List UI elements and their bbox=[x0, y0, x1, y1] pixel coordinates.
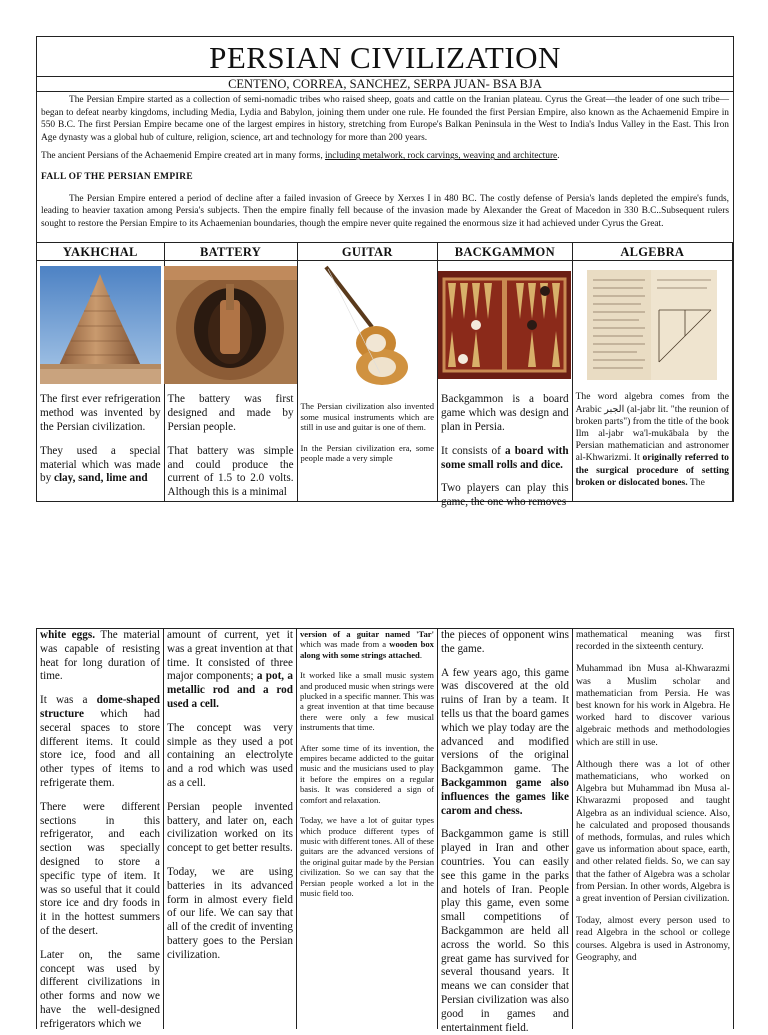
yakhchal-text-bottom bbox=[37, 629, 163, 1032]
page bbox=[36, 36, 734, 509]
column-header-battery: BATTERY bbox=[165, 242, 297, 261]
guitar-text: . bbox=[419, 649, 422, 660]
algebra-text-bottom bbox=[573, 629, 733, 964]
inventions-grid-top bbox=[37, 242, 733, 509]
guitar-text-bottom bbox=[297, 629, 437, 898]
column-header-guitar: GUITAR bbox=[298, 242, 438, 261]
guitar-paragraph: Today, we have a lot of guitar types which produce different types of music with different tones. All of these guitars are the advanced versions of the original guitar made by the Persian civilization. So we can say that the Persian people worked a lot in the music field too. bbox=[300, 815, 434, 898]
intro-paragraph-2 bbox=[41, 150, 729, 163]
page-title: PERSIAN CIVILIZATION bbox=[37, 37, 733, 77]
yakhchal-text: The material was capable of resisting heat for long duration of time. bbox=[40, 629, 161, 683]
battery-paragraph: That battery was simple and could produce the current of 1.5 to 2.0 volts. Although this is a minimal bbox=[167, 444, 294, 499]
algebra-text: The bbox=[687, 476, 705, 488]
column-header-algebra: ALGEBRA bbox=[573, 242, 732, 261]
column-yakhchal bbox=[37, 242, 164, 501]
yakhchal-bold-text: white eggs. bbox=[40, 629, 95, 641]
backgammon-paragraph bbox=[441, 445, 569, 473]
column-header-yakhchal: YAKHCHAL bbox=[37, 242, 164, 261]
backgammon-paragraph: Two players can play this game, the one who removes bbox=[441, 482, 569, 509]
battery-text-top bbox=[165, 389, 297, 501]
backgammon-text: A few years ago, this game was discovered at the old ruins of Iran by a team. It tells us that the board games which we play today are the advanced and modified versions of the original Backgammon game. The bbox=[441, 666, 569, 776]
algebra-paragraph bbox=[576, 391, 729, 489]
guitar-paragraph: After some time of its invention, the empires became addicted to the guitar music and the musicians used to play it before the empires on a regular basis. It was considered a sign of comfort and relaxation. bbox=[300, 742, 434, 805]
column-backgammon-continued bbox=[437, 629, 572, 1034]
column-battery-continued bbox=[163, 629, 296, 1029]
battery-text-bottom bbox=[164, 629, 296, 963]
guitar-paragraph: In the Persian civilization era, some people made a very simple bbox=[300, 442, 435, 463]
backgammon-paragraph: the pieces of opponent wins the game. bbox=[441, 629, 569, 655]
battery-text: amount of current, yet it was a great invention at that time. It consisted of three major components; bbox=[167, 629, 293, 683]
backgammon-text: It consists of bbox=[441, 444, 505, 457]
intro-p2-text: The ancient Persians of the Achaemenid Empire created art in many forms, bbox=[41, 151, 326, 162]
column-yakhchal-continued bbox=[36, 629, 163, 1029]
intro-paragraph-3: The Persian Empire entered a period of decline after a failed invasion of Greece by Xerxes I in 480 BC. The costly defense of Persia's lands depleted the empire's funds, leading to heavier taxation among Persia's subjects. Then the empire finally fell because of the invasion made by Alexander the Great of Macedon in 330 B.C..Subsequent rulers sought to restore the Persian Empire to its Achaemenian boundaries, though the empire never quite regained the enormous size it had achieved under Cyrus the Great. bbox=[41, 193, 729, 229]
intro-p2-end: . bbox=[557, 151, 560, 162]
yakhchal-text: They used a special material which was made by bbox=[40, 444, 161, 485]
intro-p2-underlined: including metalwork, rock carvings, weaving and architecture bbox=[325, 151, 558, 162]
yakhchal-text: which had seceral spaces to store different items. It could store ice, food and all other types of items to refrigerate them. bbox=[40, 707, 160, 789]
column-header-backgammon: BACKGAMMON bbox=[438, 242, 572, 261]
battery-paragraph: The battery was first designed and made by Persian people. bbox=[167, 393, 294, 433]
guitar-paragraph: It worked like a small music system and produced music when strings were plucked in a specific manner. This was a great invention at that time because there were only a few musical instruments that time. bbox=[300, 670, 434, 733]
battery-paragraph: Today, we are using batteries in its advanced form in almost every field of our life. We can say that all of the credit of inventing battery goes to the Persian civilization. bbox=[167, 865, 293, 961]
algebra-arabic-word: الجبر bbox=[604, 403, 625, 415]
backgammon-paragraph: Backgammon is a board game which was design and plan in Persia. bbox=[441, 393, 569, 433]
authors-line: CENTENO, CORREA, SANCHEZ, SERPA JUAN- BSA BJA bbox=[37, 77, 733, 92]
backgammon-paragraph: Backgammon game is still played in Iran and other countries. You can easily see this game in the parks and hotels of Iran. People play this game, even some small competitions of Backgammon are held all across the world. So this great game has survived for several thousand years. It means we can consider that Persian civilization was also good in games and entertainment field. bbox=[441, 828, 569, 1034]
algebra-text: The word algebra comes from the Arabic bbox=[575, 391, 729, 415]
intro-paragraph-1: The Persian Empire started as a collection of semi-nomadic tribes who raised sheep, goats and cattle on the Iranian plateau. Cyrus the Great—the leader of one such tribe—began to defeat nearby kingdoms, including Media, Lydia and Babylon, joining them under one rule. He founded the first Persian Empire, also known as the Achaemenid Empire in 550 B.C. The first Persian Empire became one of the largest empires in history, stretching from Europe's Balkan Peninsula in the West to India's Indus Valley in the East. This Iron Age dynasty was a global hub of culture, religion, science, art and technology for more than 200 years. bbox=[41, 95, 729, 143]
algebra-text: (al-jabr lit. "the reunion of broken parts") from the title of the book Ilm al-jabr wa'l-mukābala by the Persian mathematician and astronomer al-Khwarizmi. It bbox=[575, 403, 729, 464]
column-battery bbox=[164, 242, 297, 501]
guitar-paragraph: The Persian civilization also invented some musical instruments which are still in use and guitar is one of them. bbox=[300, 401, 435, 433]
yakhchal-bold-text: dome-shaped structure bbox=[40, 694, 160, 720]
yakhchal-paragraph: There were different sections in this refrigerator, and each section was specially designed to store a specific type of item. It was so useful that it could store ice and dry foods in it in the hottest summers of the desert. bbox=[40, 800, 160, 937]
header-box bbox=[36, 36, 734, 509]
algebra-paragraph: Although there was a lot of other mathematicians, who worked on Algebra but Muhammad ibn Musa al-Khwarazmi proposed and taught Algebra as an individual science. Also, he calculated and proposed thousands of methods, formulas, and rules which gave us information about space, earth, and other related fields. So, we can say that the father of Algebra was a scholar from Persian. In other words, Algebra is a great invention of Persian civilization. bbox=[576, 758, 731, 905]
column-backgammon bbox=[437, 242, 572, 509]
algebra-text-top bbox=[573, 389, 732, 501]
battery-image bbox=[165, 261, 297, 389]
algebra-paragraph: Today, almost every person used to read Algebra in the school or college courses. Algebra is used in Astronomy, Geography, and bbox=[576, 915, 730, 963]
backgammon-bold-text: Backgammon game also influences the games like carom and chess. bbox=[441, 776, 569, 817]
intro-section bbox=[37, 92, 733, 242]
yakhchal-paragraph bbox=[40, 629, 160, 684]
backgammon-paragraph bbox=[441, 667, 569, 819]
yakhchal-text-top bbox=[37, 389, 164, 501]
algebra-image bbox=[573, 261, 732, 389]
backgammon-text-top bbox=[438, 389, 572, 509]
fall-heading: FALL OF THE PERSIAN EMPIRE bbox=[41, 171, 193, 182]
column-algebra-continued bbox=[572, 629, 734, 1029]
backgammon-text-bottom bbox=[438, 629, 572, 1035]
algebra-paragraph: mathematical meaning was first recorded in the sixteenth century. bbox=[576, 629, 730, 653]
yakhchal-paragraph: Later on, the same concept was used by different civilizations in other forms and now we have the well-designed refrigerators which we bbox=[40, 948, 160, 1030]
backgammon-bold-text: a board with some small rolls and dice. bbox=[441, 444, 569, 471]
battery-paragraph bbox=[167, 629, 293, 712]
guitar-image bbox=[298, 261, 438, 389]
guitar-text: which was made from a bbox=[300, 639, 390, 650]
guitar-text-top bbox=[298, 389, 438, 501]
algebra-paragraph: Muhammad ibn Musa al-Khwarazmi was a Muslim scholar and mathematician from Persia. He was best known for his work in Algebra. He worked hard to discover various algebraic methods and methodologies which are still in use. bbox=[576, 663, 730, 748]
column-guitar bbox=[297, 242, 438, 501]
guitar-bold-text: version of a guitar named 'Tar' bbox=[300, 629, 434, 639]
yakhchal-text: It was a bbox=[40, 694, 97, 707]
yakhchal-paragraph: The first ever refrigeration method was invented by the Persian civilization. bbox=[40, 393, 161, 433]
guitar-paragraph bbox=[300, 629, 434, 660]
column-guitar-continued bbox=[296, 629, 437, 1029]
guitar-bold-text: wooden box along with some strings attached bbox=[300, 639, 434, 660]
inventions-grid-bottom bbox=[36, 628, 734, 1034]
yakhchal-paragraph bbox=[40, 445, 161, 486]
yakhchal-image bbox=[37, 261, 164, 389]
battery-bold-text: a pot, a metallic rod and a rod used a cell. bbox=[167, 670, 293, 710]
column-algebra bbox=[572, 242, 733, 501]
battery-paragraph: The concept was very simple as they used a pot containing an electrolyte and a rod which was used as a cell. bbox=[167, 721, 293, 789]
battery-paragraph: Persian people invented battery, and later on, each civilization worked on its concept to get better results. bbox=[167, 800, 293, 855]
yakhchal-paragraph bbox=[40, 694, 160, 791]
algebra-bold-text: originally referred to the surgical procedure of setting broken or dislocated bones. bbox=[575, 452, 729, 488]
backgammon-image bbox=[438, 261, 572, 389]
yakhchal-bold-text: clay, sand, lime and bbox=[53, 472, 148, 485]
